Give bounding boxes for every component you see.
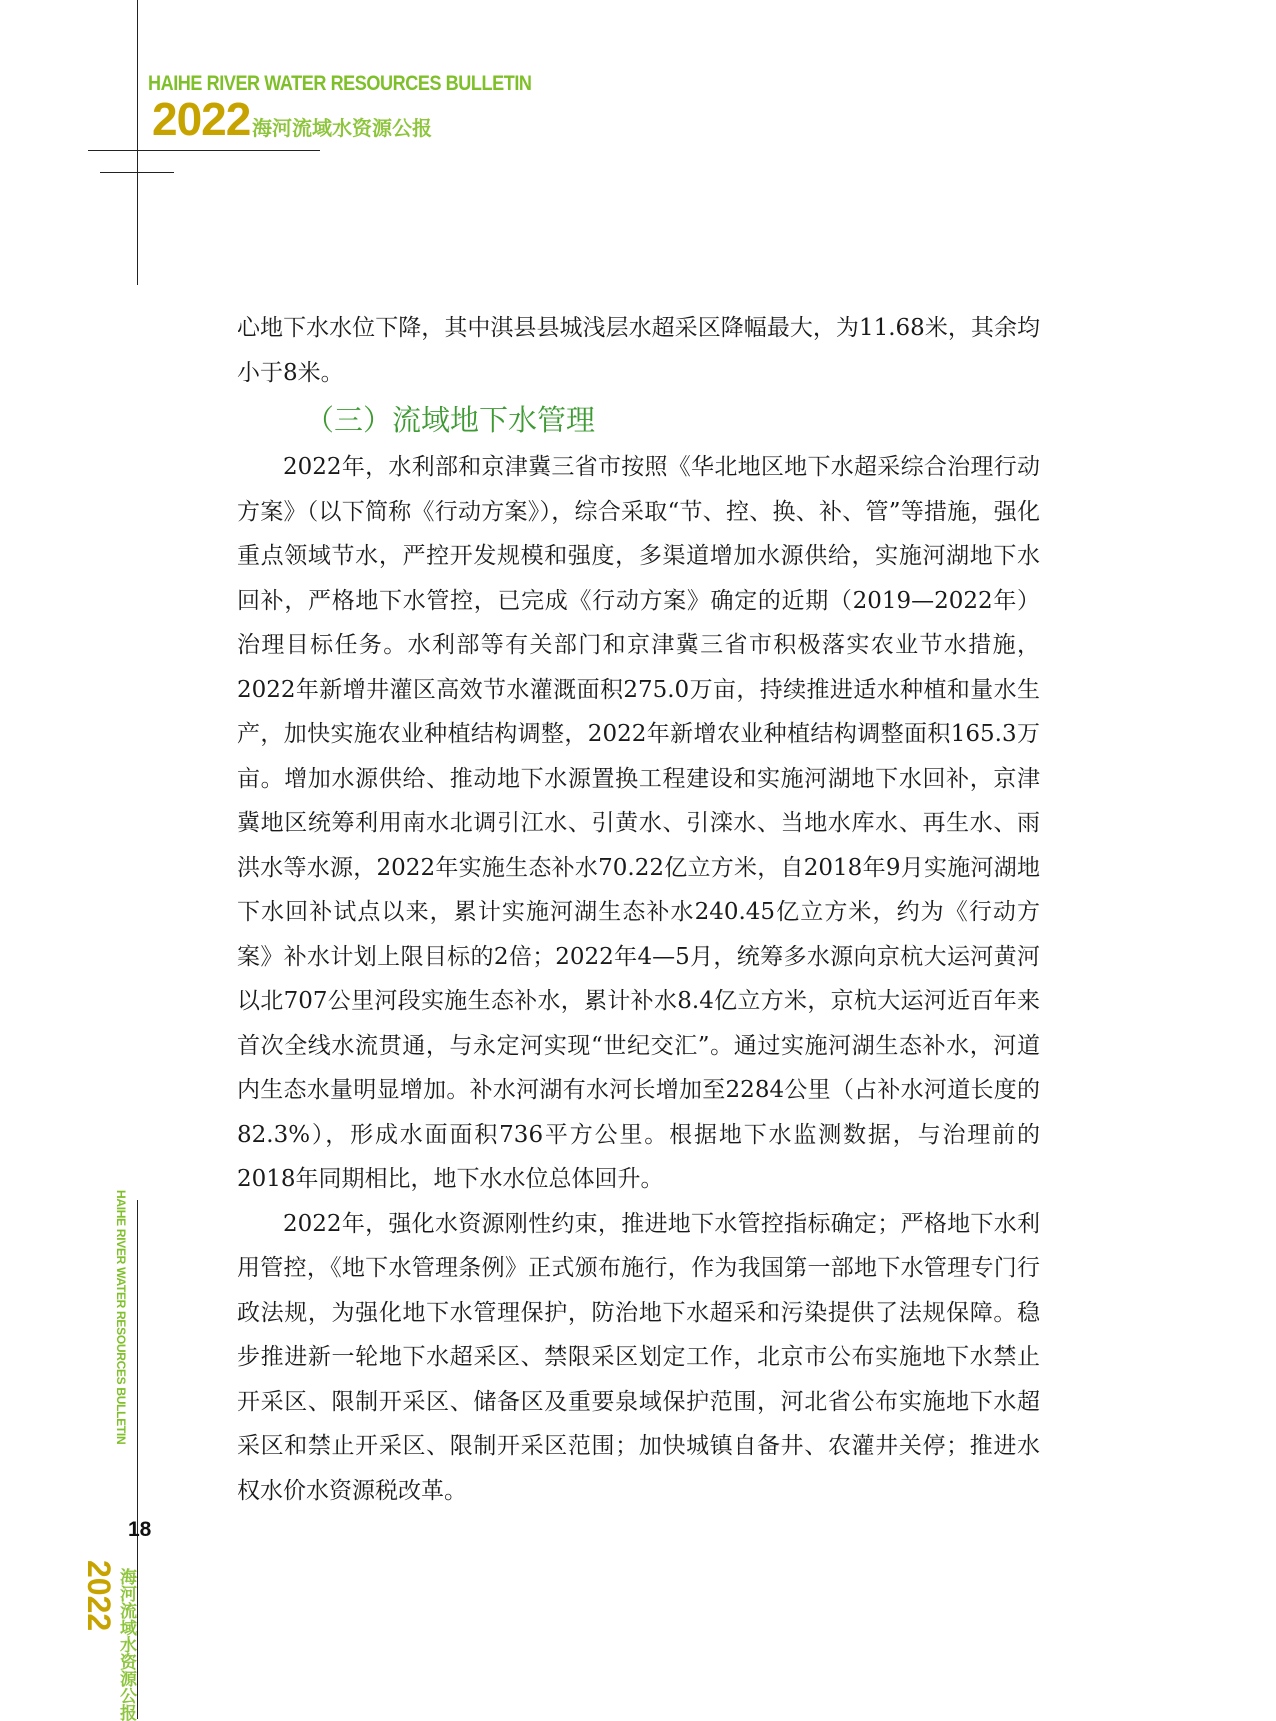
- section-heading: （三）流域地下水管理: [305, 403, 596, 437]
- bulletin-masthead: [148, 72, 594, 145]
- trim-line-horizontal: [88, 150, 320, 151]
- paragraph-continued: 心地下水水位下降，其中淇县县城浅层水超采区降幅最大，为11.68米，其余均小于8米。: [237, 315, 1040, 386]
- masthead-title-en: HAIHE RIVER WATER RESOURCES BULLETIN: [148, 72, 532, 95]
- trim-line-vertical: [137, 0, 138, 285]
- sidebar-year: 2022: [81, 1560, 117, 1632]
- sidebar-title-en: HAIHE RIVER WATER RESOURCES BULLETIN: [114, 1190, 128, 1445]
- trim-line-horizontal-short: [100, 172, 174, 173]
- sidebar-title-cn: 海河流域水资源公报: [116, 1568, 136, 1721]
- page-number: 18: [128, 1518, 152, 1541]
- paragraph: 2022年，强化水资源刚性约束，推进地下水管控指标确定；严格地下水利用管控，《地下水管理条例》正式颁布施行，作为我国第一部地下水管理专门行政法规，为强化地下水管理保护，防治地下水超采和污染提供了法规保障。稳步推进新一轮地下水超采区、禁限采区划定工作，北京市公布实施地下水禁止开采区、限制开采区、储备区及重要泉域保护范围，河北省公布实施地下水超采区和禁止开采区、限制开采区范围；加快城镇自备井、农灌井关停；推进水权水价水资源税改革。: [237, 1210, 1040, 1504]
- masthead-year: 2022: [152, 93, 251, 145]
- masthead-title-cn: 海河流域水资源公报: [252, 116, 432, 140]
- article-body: [237, 306, 1040, 1513]
- paragraph: 2022年，水利部和京津冀三省市按照《华北地区地下水超采综合治理行动方案》（以下简称《行动方案》），综合采取“节、控、换、补、管”等措施，强化重点领域节水，严控开发规模和强度，多渠道增加水源供给，实施河湖地下水回补，严格地下水管控，已完成《行动方案》确定的近期（2019—2022年）治理目标任务。水利部等有关部门和京津冀三省市积极落实农业节水措施，2022年新增井灌区高效节水灌溉面积275.0万亩，持续推进适水种植和量水生产，加快实施农业种植结构调整，2022年新增农业种植结构调整面积165.3万亩。增加水源供给、推动地下水源置换工程建设和实施河湖地下水回补，京津冀地区统筹利用南水北调引江水、引黄水、引滦水、当地水库水、再生水、雨洪水等水源，2022年实施生态补水70.22亿立方米，自2018年9月实施河湖地下水回补试点以来，累计实施河湖生态补水240.45亿立方米，约为《行动方案》补水计划上限目标的2倍；2022年4—5月，统筹多水源向京杭大运河黄河以北707公里河段实施生态补水，累计补水8.4亿立方米，京杭大运河近百年来首次全线水流贯通，与永定河实现“世纪交汇”。通过实施河湖生态补水，河道内生态水量明显增加。补水河湖有水河长增加至2284公里（占补水河道长度的82.3%），形成水面面积736平方公里。根据地下水监测数据，与治理前的2018年同期相比，地下水水位总体回升。: [237, 454, 1040, 1192]
